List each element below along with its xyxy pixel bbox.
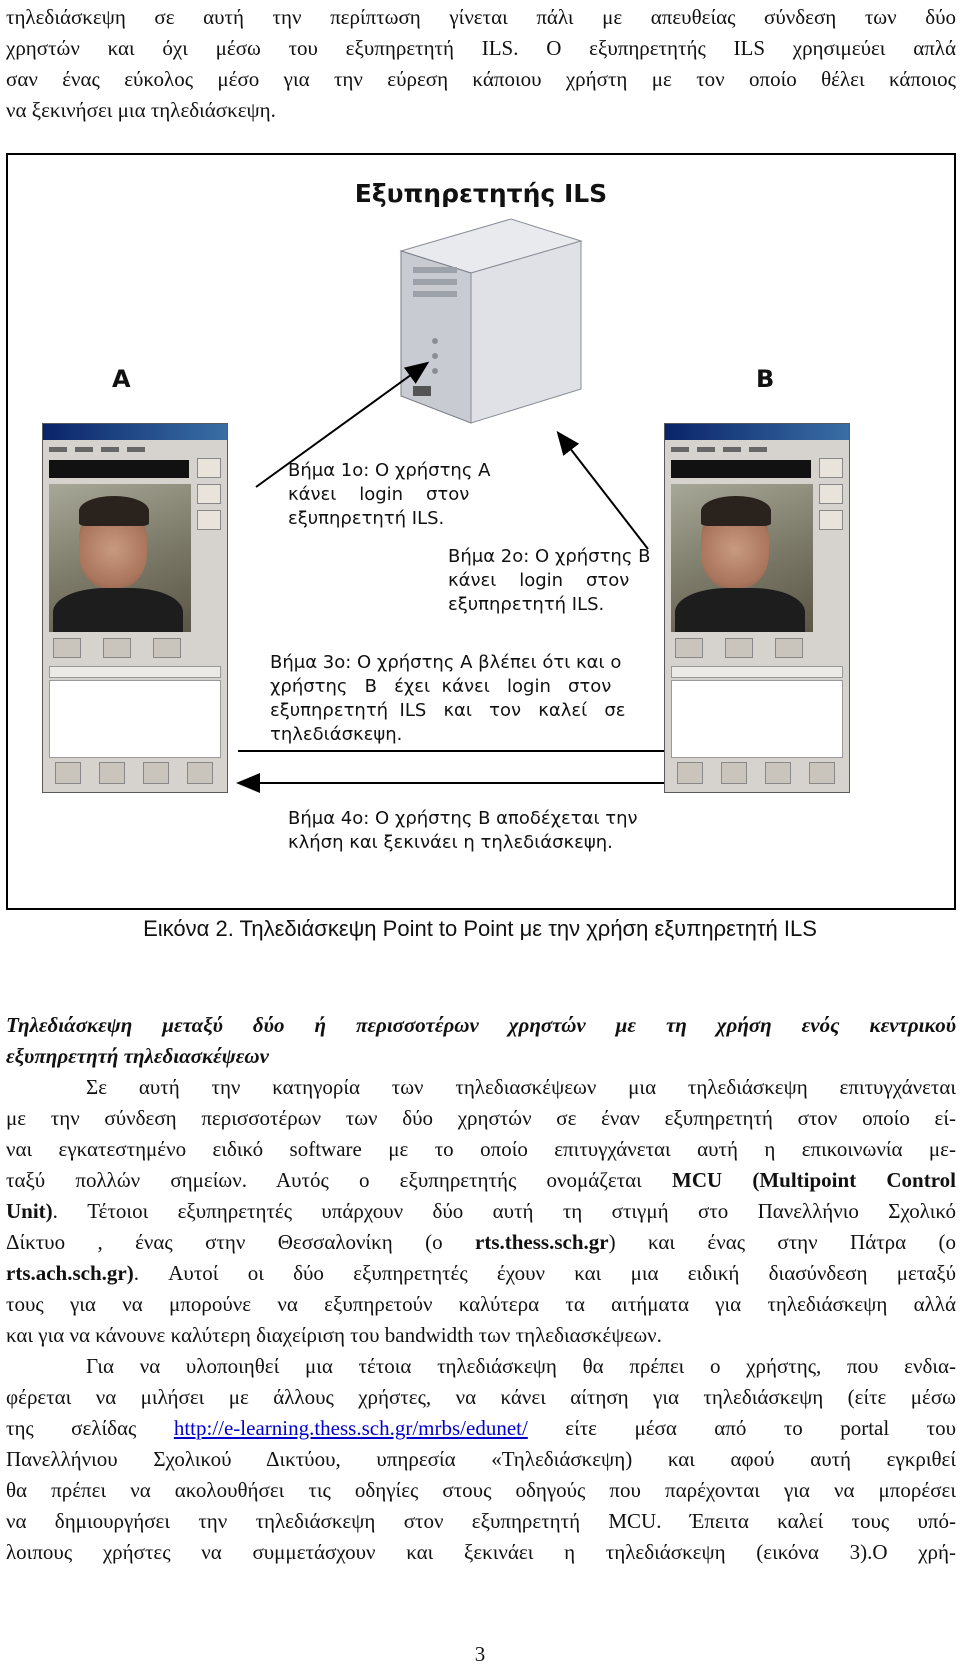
intro-paragraph: [6, 2, 956, 126]
intro-line: τηλεδιάσκεψη σε αυτή την περίπτωση γίνεται πάλι με απευθείας σύνδεση των δύο: [6, 5, 956, 29]
directory-icon: [197, 510, 221, 530]
whiteboard-icon: [721, 762, 747, 784]
text-line: Σε αυτή την κατηγορία των τηλεδιασκέψεων μια τηλεδιάσκεψη επιτυγχάνεται: [86, 1075, 956, 1099]
step-line: κλήση και ξεκινάει η τηλεδιάσκεψη.: [288, 832, 613, 853]
list-header: [671, 666, 843, 678]
figure-caption: Εικόνα 2. Τηλεδιάσκεψη Point to Point με την χρήση εξυπηρετητή ILS: [143, 916, 817, 941]
window-menubar: [667, 442, 847, 454]
step-line: εξυπηρετητή ILS.: [288, 508, 445, 529]
step-line: εξυπηρετητή ILS.: [448, 594, 605, 615]
text-line: ταξύ πολλών σημείων. Αυτός ο εξυπηρετητής ονομάζεται MCU (Multipoint Control: [6, 1168, 956, 1192]
step-line: κάνει login στον: [288, 484, 470, 505]
text-line: φέρεται να μιλήσει με άλλους χρήστες, να κάνει αίτηση για τηλεδιάσκεψη (είτε μέσω: [6, 1385, 956, 1409]
mcu-term: MCU (Multipoint Control: [672, 1168, 956, 1192]
volume-icon: [153, 638, 181, 658]
step-line: Βήμα 1ο: Ο χρήστης A: [288, 460, 491, 481]
step-line: Βήμα 4ο: Ο χρήστης B αποδέχεται την: [288, 808, 638, 829]
play-icon: [675, 638, 703, 658]
chat-icon: [765, 762, 791, 784]
step-3-text: [270, 651, 626, 747]
text-line: θα πρέπει να ακολουθήσει τις οδηγίες στους οδηγούς που παρέχονται για να μπορέσει: [6, 1478, 956, 1502]
label-b: B: [756, 365, 775, 393]
text-line: και για να κάνουνε καλύτερη διαχείριση του bandwidth των τηλεδιασκέψεων.: [6, 1323, 662, 1347]
heading-line: εξυπηρετητή τηλεδιασκέψεων: [6, 1044, 269, 1068]
transfer-icon: [809, 762, 835, 784]
participant-list: [671, 680, 843, 758]
step-line: Βήμα 2ο: Ο χρήστης B: [448, 546, 651, 567]
step-1-text: [288, 459, 490, 531]
netmeeting-window-b: [664, 423, 850, 793]
step-4-text: [288, 807, 638, 855]
share-icon: [677, 762, 703, 784]
step-line: Βήμα 3ο: Ο χρήστης A βλέπει ότι και ο: [270, 652, 622, 673]
list-header: [49, 666, 221, 678]
text-line: να δημιουργήσει την τηλεδιάσκεψη στον εξυπηρετητή MCU. Έπειτα καλεί τους υπό-: [6, 1509, 956, 1533]
transfer-icon: [187, 762, 213, 784]
call-icon: [819, 458, 843, 478]
label-a: A: [112, 365, 131, 393]
intro-line: χρηστών και όχι μέσω του εξυπηρετητή ILS. Ο εξυπηρετητής ILS χρησιμεύει απλά: [6, 36, 956, 60]
volume-icon: [775, 638, 803, 658]
hangup-icon: [197, 484, 221, 504]
text-line: ναι εγκατεστημένο ειδικό software με το οποίο επιτυγχάνεται αυτή η επικοινωνία με-: [6, 1137, 956, 1161]
text-line: της σελίδας http://e-learning.thess.sch.gr/mrbs/edunet/ είτε μέσα από το portal του: [6, 1416, 956, 1440]
directory-icon: [819, 510, 843, 530]
intro-line: σαν ένας εύκολος μέσο για την εύρεση κάποιου χρήστη με τον οποίο θέλει κάποιος: [6, 67, 956, 91]
picture-icon: [725, 638, 753, 658]
intro-line: να ξεκινήσει μια τηλεδιάσκεψη.: [6, 98, 276, 122]
text-line: λοιπους χρήστες να συμμετάσχουν και ξεκινάει η τηλεδιάσκεψη (εικόνα 3).Ο χρή-: [6, 1540, 956, 1564]
text-line: Πανελλήνιου Σχολικού Δικτύου, υπηρεσία «Τηλεδιάσκεψη) και αφού αυτή εγκριθεί: [6, 1447, 956, 1471]
step-2-text: [448, 545, 650, 617]
call-icon: [197, 458, 221, 478]
heading-line: Τηλεδιάσκεψη μεταξύ δύο ή περισσοτέρων χρηστών με τη χρήση ενός κεντρικού: [6, 1013, 956, 1037]
text-line: με την σύνδεση περισσοτέρων των δύο χρηστών σε έναν εξυπηρετητή στον οποίο εί-: [6, 1106, 956, 1130]
video-feed: [671, 484, 813, 632]
text-line: Unit). Τέτοιοι εξυπηρετητές υπάρχουν δύο αυτή τη στιγμή στο Πανελλήνιο Σχολικό: [6, 1199, 956, 1223]
server-host: rts.ach.sch.gr): [6, 1261, 134, 1285]
text-line: Δίκτυο , ένας στην Θεσσαλονίκη (ο rts.thess.sch.gr) και ένας στην Πάτρα (ο: [6, 1230, 957, 1254]
page-number: 3: [474, 1642, 486, 1666]
play-icon: [53, 638, 81, 658]
participant-list: [49, 680, 221, 758]
step-line: τηλεδιάσκεψη.: [270, 724, 403, 745]
address-box: [671, 460, 811, 478]
video-feed: [49, 484, 191, 632]
hangup-icon: [819, 484, 843, 504]
step-line: χρήστης B έχει κάνει login στον: [270, 676, 612, 697]
whiteboard-icon: [99, 762, 125, 784]
text-line: Για να υλοποιηθεί μια τέτοια τηλεδιάσκεψη θα πρέπει ο χρήστης, που ενδια-: [86, 1354, 956, 1378]
section-heading: [6, 1010, 956, 1072]
server-host: rts.thess.sch.gr: [475, 1230, 609, 1254]
window-titlebar: [665, 424, 849, 440]
netmeeting-window-a: [42, 423, 228, 793]
address-box: [49, 460, 189, 478]
figure-title: Εξυπηρετητής ILS: [354, 179, 608, 208]
window-menubar: [45, 442, 225, 454]
ils-diagram-figure: [6, 153, 956, 910]
text-line: rts.ach.sch.gr). Αυτοί οι δύο εξυπηρετητές έχουν και μια ειδική διασύνδεση μεταξύ: [6, 1261, 956, 1285]
chat-icon: [143, 762, 169, 784]
paragraph-2: [6, 1351, 956, 1568]
step-line: εξυπηρετητή ILS και τον καλεί σε: [270, 700, 626, 721]
share-icon: [55, 762, 81, 784]
window-titlebar: [43, 424, 227, 440]
text-line: τους για να μπορούνε να εξυπηρετούν καλύτερα τα αιτήματα για τηλεδιάσκεψη αλλά: [6, 1292, 956, 1316]
mcu-term: Unit): [6, 1199, 53, 1223]
paragraph-1: [6, 1072, 956, 1351]
picture-icon: [103, 638, 131, 658]
step-line: κάνει login στον: [448, 570, 630, 591]
edunet-link[interactable]: http://e-learning.thess.sch.gr/mrbs/edunet/: [173, 1416, 528, 1440]
